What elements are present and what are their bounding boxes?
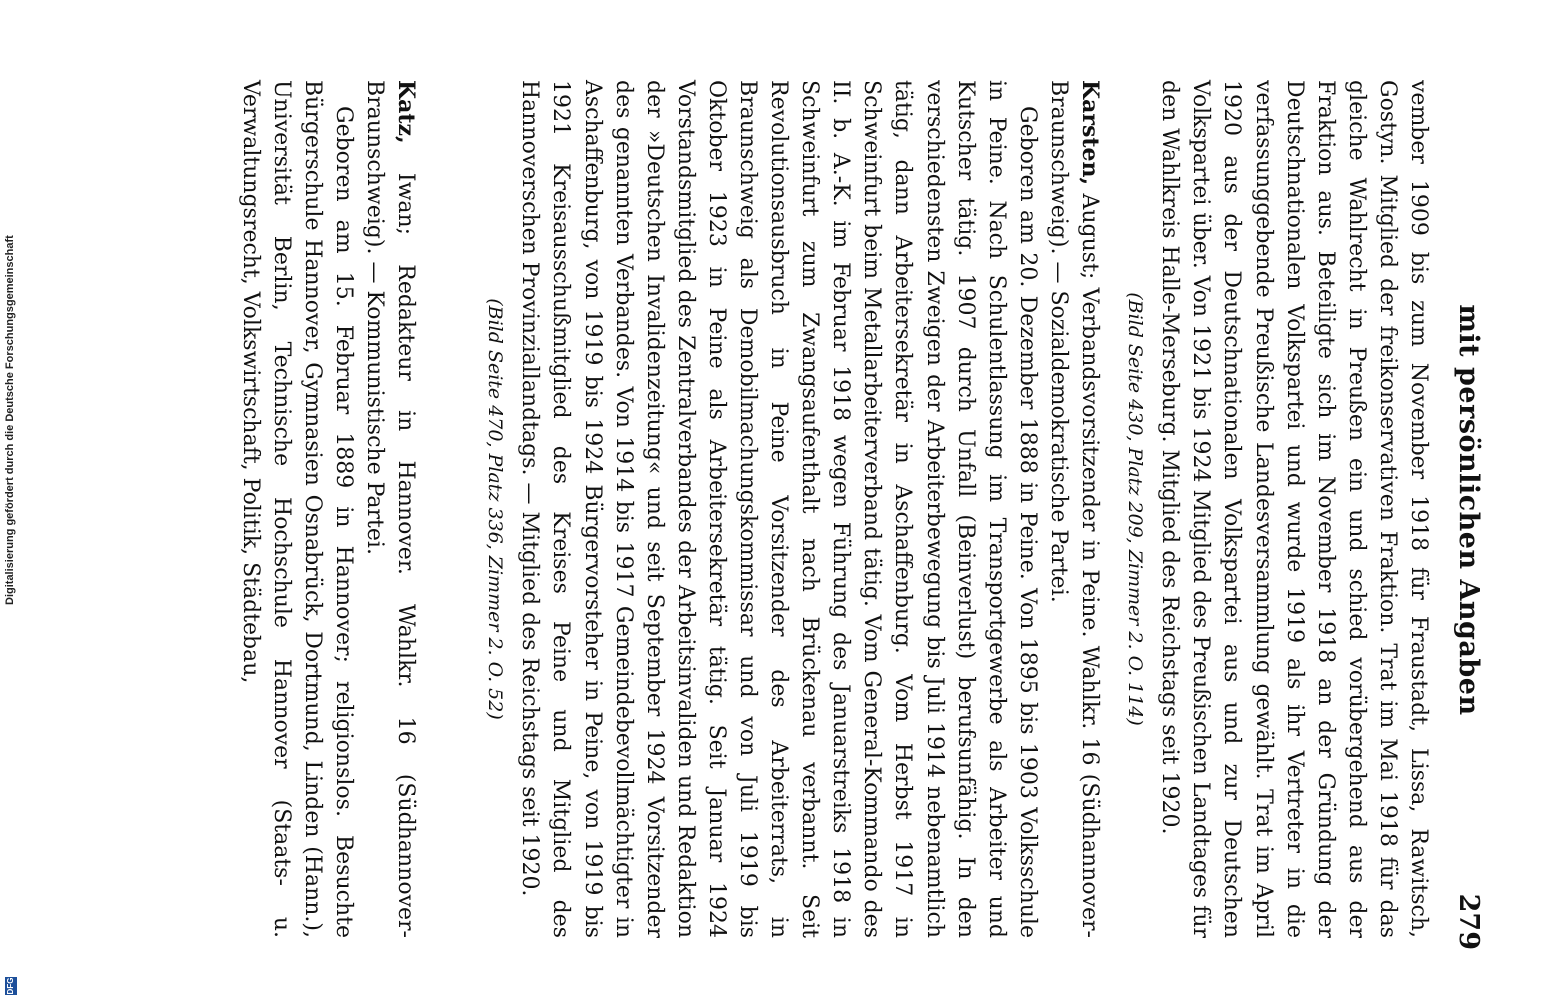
entry-name: Katz, xyxy=(393,80,420,144)
biography-entry-karsten xyxy=(479,80,1105,938)
entry-body: Geboren am 20. Dezember 1888 in Peine. Von 1895 bis 1903 Volksschule in Peine. Nach Schulentlassung im Transportgewerbe als Arbeiter und Kutscher tätig. 1907 durch Unfall (Beinverlust) berufsunfähig. In den verschiedensten Zweigen der Arbeiterbewegung bis Juli 1914 nebenamtlich tätig, dann Arbeitersekretär in Aschaffenburg. Vom Herbst 1917 in Schweinfurt beim Metallarbeiterverband tätig. Vom General-Kommando des II. b. A.-K. im Februar 1918 wegen Führung des Januarstreiks 1918 in Schweinfurt zum Zwangsaufenthalt nach Brückenau verbannt. Seit Revolutionsausbruch in Peine Vorsitzender des Arbeiterrats, in Braunschweig als Demobilmachungskommissar und von Juli 1919 bis Oktober 1923 in Peine als Arbeitersekretär tätig. Seit Januar 1924 Vorstandsmitglied des Zentralverbandes der Arbeitsinvaliden und Redaktion der »Deutschen Invalidenzeitung« und seit September 1924 Vorsitzender des genannten Verbandes. Von 1914 bis 1917 Gemeindebevollmächtigter in Aschaffenburg, von 1919 bis 1924 Bürgervorsteher in Peine, von 1919 bis 1921 Kreisausschußmitglied des Kreises Peine und Mitglied des Hannoverschen Provinziallandtags. — Mitglied des Reichstags seit 1920. xyxy=(517,80,1040,938)
entry-heading xyxy=(359,80,421,938)
entry-caption: (Bild Seite 470, Platz 336, Zimmer 2. O. 52) xyxy=(484,298,507,720)
page-body xyxy=(235,80,1434,938)
entry-body: Geboren am 15. Februar 1889 in Hannover; religionslos. Besuchte Bürgerschule Hannover, Gymnasien Osnabrück, Dortmund, Linden (Hann.), Universität Berlin, Technische Hochschule Hannover (Staats- u. Verwaltungsrecht, Volkswirtschaft, Politik, Städtebau, xyxy=(237,80,356,938)
continuation-caption: (Bild Seite 430, Platz 209, Zimmer 2. O. 114) xyxy=(1124,292,1147,726)
entry-name: Karsten, xyxy=(1077,80,1104,186)
entry-intro: Iwan; Redakteur in Hannover. Wahlkr. 16 (Südhannover-Braunschweig). — Kommunistische Partei. xyxy=(362,80,419,938)
continuation-paragraph xyxy=(1119,80,1434,938)
page-title: mit persönlichen Angaben xyxy=(1453,304,1484,716)
footer-strip xyxy=(4,0,18,995)
document-page xyxy=(82,0,1542,1000)
biography-entry-katz xyxy=(235,80,422,938)
digitization-credit: Digitalisierung gefördert durch die Deutsche Forschungsgemeinschaft xyxy=(4,235,16,605)
continuation-text: vember 1909 bis zum November 1918 für Fraustadt, Lissa, Rawitsch, Gostyn. Mitglied der freikonservativen Fraktion. Trat im Mai 1918 für das gleiche Wahlrecht in Preußen ein und schied vorübergehend aus der Fraktion aus. Beteiligte sich im November 1918 an der Gründung der Deutschnationalen Volkspartei und wurde 1919 als ihr Vertreter in die verfassunggebende Preußische Landesversammlung gewählt. Trat im April 1920 aus der Deutschnationalen Volkspartei aus und zur Deutschen Volkspartei über. Von 1921 bis 1924 Mitglied des Preußischen Landtages für den Wahlkreis Halle-Merseburg. Mitglied des Reichstags seit 1920. xyxy=(1157,80,1431,938)
page-number: 279 xyxy=(1453,893,1484,950)
entry-intro: August; Verbandsvorsitzender in Peine. Wahlkr. 16 (Südhannover-Braunschweig). — Sozialdemokratische Partei. xyxy=(1045,80,1103,938)
dfg-logo: DFG xyxy=(6,977,15,995)
entry-heading xyxy=(1043,80,1105,938)
page-header xyxy=(1444,70,1484,950)
